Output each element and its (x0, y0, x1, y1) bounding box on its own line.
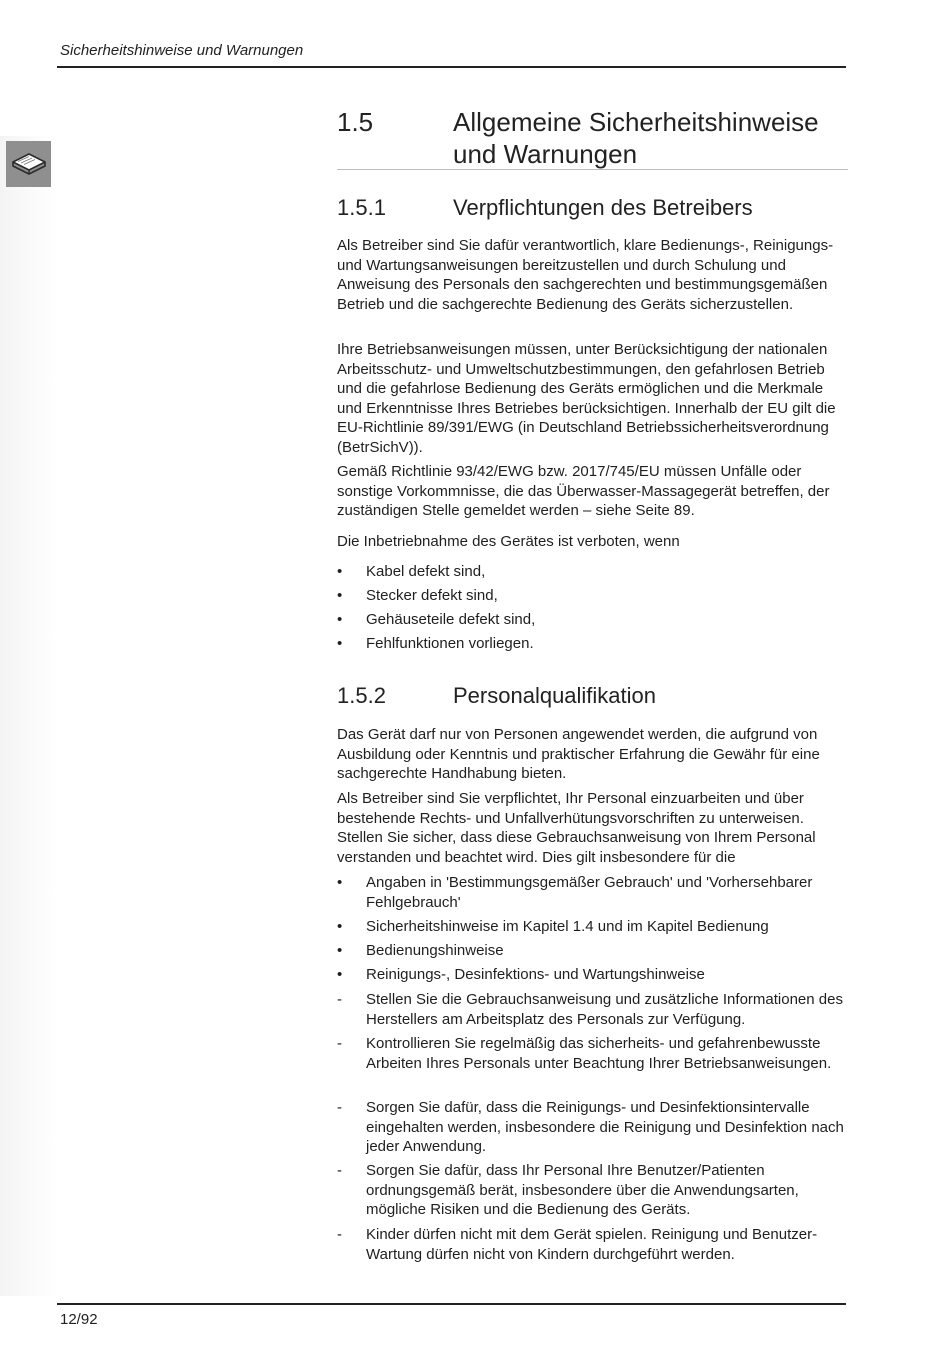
bullet-marker: • (337, 563, 343, 580)
paragraph: Ihre Betriebsanweisungen müssen, unter Berücksichtigung der nationalen Arbeitsschutz- und Umweltschutzbestimmungen, den gefahrlosen Betrieb und die gefahrlose Bedienung des Geräts ermöglichen und die Merkmale und Erkenntnisse Ihres Betriebes berücksichtigen. Innerhalb der EU gilt die EU-Richtlinie 89/391/EWG (in Deutschland Betriebssicherheitsverordnung (BetrSichV)). (337, 341, 836, 456)
list-item-text: Bedienungshinweise (366, 942, 504, 959)
paragraph: Die Inbetriebnahme des Gerätes ist verboten, wenn (337, 533, 680, 550)
dash-item-text: Sorgen Sie dafür, dass Ihr Personal Ihre Benutzer/Patienten ordnungsgemäß berät, insbesondere über die Anwendungsarten, mögliche Risiken und die Bedienung des Geräts. (366, 1162, 799, 1219)
running-header-title: Sicherheitshinweise und Warnungen (60, 42, 304, 59)
dash-marker: - (337, 1099, 342, 1116)
chapter-tab (6, 141, 51, 187)
page-number: 12/92 (60, 1311, 98, 1328)
margin-strip (0, 136, 58, 1296)
list-item-text: Sicherheitshinweise im Kapitel 1.4 und im Kapitel Bedienung (366, 918, 769, 935)
section-number: 1.5 (337, 107, 374, 137)
dash-marker: - (337, 1162, 342, 1179)
bullet-marker: • (337, 966, 343, 983)
bullet-marker: • (337, 874, 343, 891)
list-item-text: Fehlfunktionen vorliegen. (366, 635, 534, 652)
dash-marker: - (337, 1226, 342, 1243)
subsection-title: Verpflichtungen des Betreibers (453, 195, 753, 220)
subsection-number: 1.5.2 (337, 683, 386, 708)
bullet-marker: • (337, 942, 343, 959)
dash-marker: - (337, 991, 342, 1008)
bullet-marker: • (337, 587, 343, 604)
header-rule (57, 66, 846, 68)
book-icon (10, 147, 48, 182)
list-item-text: Stecker defekt sind, (366, 587, 498, 604)
paragraph: Als Betreiber sind Sie verpflichtet, Ihr Personal einzuarbeiten und über bestehende Rechts- und Unfallverhütungsvorschriften zu unterweisen. Stellen Sie sicher, dass diese Gebrauchsanweisung von Ihrem Personal verstanden und beachtet wird. Dies gilt insbesondere für die (337, 790, 816, 866)
paragraph: Als Betreiber sind Sie dafür verantwortlich, klare Bedienungs-, Reinigungs- und Wartungsanweisungen bereitzustellen und durch Schulung und Anweisung des Personals den sachgerechten und bestimmungsgemäßen Betrieb und die sachgerechte Bedienung des Geräts sicherzustellen. (337, 237, 834, 313)
dash-item-text: Sorgen Sie dafür, dass die Reinigungs- und Desinfektionsintervalle eingehalten werden, insbesondere die Reinigung und Desinfektion nach jeder Anwendung. (366, 1099, 844, 1156)
dash-item-text: Stellen Sie die Gebrauchsanweisung und zusätzliche Informationen des Herstellers am Arbeitsplatz des Personals zur Verfügung. (366, 991, 843, 1028)
paragraph: Das Gerät darf nur von Personen angewendet werden, die aufgrund von Ausbildung oder Kenntnis und praktischer Erfahrung die Gewähr für eine sachgerechte Handhabung bieten. (337, 726, 820, 783)
dash-item-text: Kinder dürfen nicht mit dem Gerät spielen. Reinigung und Benutzer-Wartung dürfen nicht von Kindern durchgeführt werden. (366, 1226, 818, 1263)
section-title: Allgemeine Sicherheitshinweise und Warnungen (453, 107, 819, 169)
list-item-text: Reinigungs-, Desinfektions- und Wartungshinweise (366, 966, 705, 983)
list-item-text: Gehäuseteile defekt sind, (366, 611, 536, 628)
dash-marker: - (337, 1035, 342, 1052)
subsection-title: Personalqualifikation (453, 683, 657, 708)
bullet-marker: • (337, 635, 343, 652)
bullet-marker: • (337, 918, 343, 935)
list-item-text: Kabel defekt sind, (366, 563, 486, 580)
subsection-number: 1.5.1 (337, 195, 386, 220)
bullet-marker: • (337, 611, 343, 628)
footer-rule (57, 1303, 846, 1305)
dash-item-text: Kontrollieren Sie regelmäßig das sicherheits- und gefahrenbewusste Arbeiten Ihres Personals unter Beachtung Ihrer Betriebsanweisungen. (366, 1035, 832, 1072)
paragraph: Gemäß Richtlinie 93/42/EWG bzw. 2017/745/EU müssen Unfälle oder sonstige Vorkommnisse, die das Überwasser-Massagegerät betreffen, der zuständigen Stelle gemeldet werden – siehe Seite 89. (337, 463, 830, 520)
section-rule (337, 169, 848, 170)
list-item-text: Angaben in 'Bestimmungsgemäßer Gebrauch' und 'Vorhersehbarer Fehlgebrauch' (366, 874, 813, 911)
